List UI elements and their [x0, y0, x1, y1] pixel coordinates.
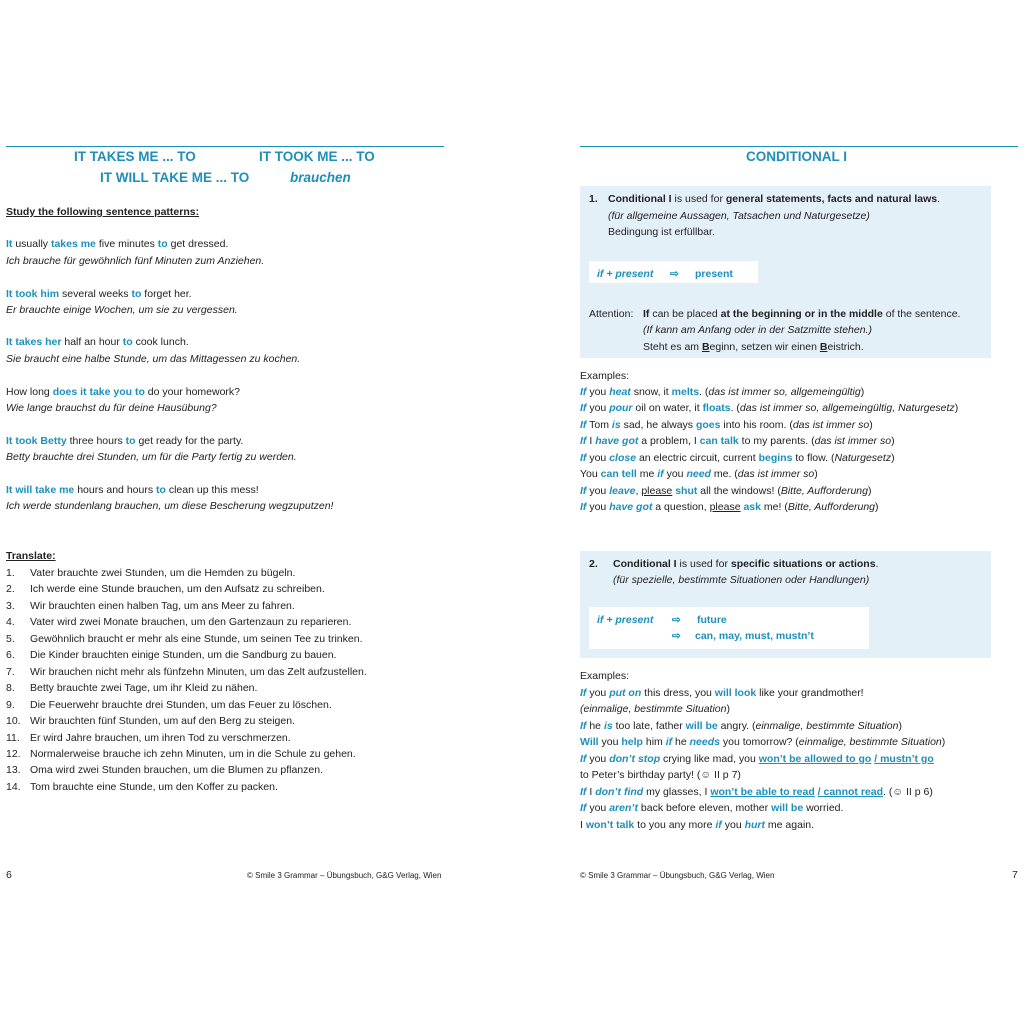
attention-text: If can be placed at the beginning or in the middle of the sentence.	[643, 308, 961, 320]
arrow-icon: ⇨	[672, 630, 681, 642]
formula-box-1	[589, 261, 758, 283]
example-sentence: You can tell me if you need me. (das ist immer so)	[580, 468, 818, 481]
translate-item-number: 11.	[6, 731, 20, 744]
translate-item-number: 9.	[6, 698, 15, 711]
translate-item-text: Oma wird zwei Stunden brauchen, um die Blumen zu pflanzen.	[30, 764, 323, 777]
example-sentence: If you put on this dress, you will look like your grandmother!	[580, 687, 864, 699]
pattern-3-de: Sie braucht eine halbe Stunde, um das Mittagessen zu kochen.	[6, 353, 301, 365]
pattern-2-en: It took him several weeks to forget her.	[6, 288, 192, 300]
translate-item-text: Betty brauchte zwei Tage, um ihr Kleid zu nähen.	[30, 682, 258, 695]
formula-if-present: if + present	[597, 268, 654, 280]
example-sentence: If you aren’t back before eleven, mother will be worried.	[580, 802, 844, 815]
footer-copyright: © Smile 3 Grammar – Übungsbuch, G&G Verlag, Wien	[580, 871, 775, 880]
formula-result-present: present	[695, 268, 733, 280]
translate-item-text: Gewöhnlich braucht er mehr als eine Stunde, um seinen Tee zu trinken.	[30, 632, 363, 645]
arrow-icon: ⇨	[670, 268, 679, 280]
examples-label-1: Examples:	[580, 370, 630, 382]
pattern-5-de: Betty brauchte drei Stunden, um für die Party fertig zu werden.	[6, 451, 297, 463]
translate-item-text: Die Kinder brauchten einige Stunden, um die Sandburg zu bauen.	[30, 649, 337, 662]
attention-comma-rule: Steht es am Beginn, setzen wir einen Beistrich.	[643, 341, 864, 353]
footer-copyright: © Smile 3 Grammar – Übungsbuch, G&G Verlag, Wien	[247, 871, 442, 880]
example-sentence: If you have got a question, please ask me! (Bitte, Aufforderung)	[580, 501, 879, 514]
pattern-6-de: Ich werde stundenlang brauchen, um diese Bescherung wegzuputzen!	[6, 500, 334, 512]
translate-item-text: Wir brauchten fünf Stunden, um auf den Berg zu steigen.	[30, 715, 295, 728]
formula-if-present: if + present	[597, 614, 654, 626]
translate-item-number: 3.	[6, 599, 15, 612]
translate-item-text: Vater wird zwei Monate brauchen, um den Gartenzaun zu reparieren.	[30, 616, 352, 629]
translate-item-number: 12.	[6, 747, 21, 760]
translate-item-text: Normalerweise brauche ich zehn Minuten, um in die Schule zu gehen.	[30, 747, 356, 760]
example-sentence: I won’t talk to you any more if you hurt me again.	[580, 818, 815, 831]
pattern-5-en: It took Betty three hours to get ready for the party.	[6, 435, 244, 447]
attention-label: Attention:	[589, 308, 634, 320]
translate-item-number: 13.	[6, 764, 21, 777]
heading-it-will-take-me: IT WILL TAKE ME ... TO	[100, 170, 250, 185]
examples-label-2: Examples:	[580, 670, 630, 682]
example-sentence: If you don’t stop crying like mad, you won’t be allowed to go / mustn’t go	[580, 752, 934, 765]
translate-item-number: 5.	[6, 632, 15, 645]
header-rule	[6, 146, 444, 147]
example-sentence: If you pour oil on water, it floats. (das ist immer so, allgemeingültig, Naturgesetz)	[580, 402, 959, 415]
heading-conditional-1: CONDITIONAL I	[746, 149, 847, 164]
translate-item-text: Die Feuerwehr brauchte drei Stunden, um das Feuer zu löschen.	[30, 698, 332, 711]
example-sentence: Will you help him if he needs you tomorrow? (einmalige, bestimmte Situation)	[580, 736, 946, 749]
example-sentence: If you close an electric circuit, current begins to flow. (Naturgesetz)	[580, 451, 895, 464]
rule-2-text: Conditional I is used for specific situations or actions.	[613, 558, 879, 570]
translate-item-number: 6.	[6, 649, 15, 662]
left-page	[6, 0, 444, 1024]
arrow-icon: ⇨	[672, 614, 681, 626]
heading-it-takes-me: IT TAKES ME ... TO	[74, 149, 196, 164]
translate-item-text: Tom brauchte eine Stunde, um den Koffer zu packen.	[30, 780, 278, 793]
example-sentence: If I have got a problem, I can talk to my parents. (das ist immer so)	[580, 435, 895, 448]
study-label: Study the following sentence patterns:	[6, 206, 200, 218]
rule-1-number: 1.	[589, 193, 598, 205]
header-rule	[580, 146, 1018, 147]
formula-result-future: future	[697, 614, 727, 626]
translate-item-text: Er wird Jahre brauchen, um ihren Tod zu verschmerzen.	[30, 731, 291, 744]
pattern-2-de: Er brauchte einige Wochen, um sie zu vergessen.	[6, 304, 238, 316]
example-sentence: If he is too late, father will be angry. (einmalige, bestimmte Situation)	[580, 719, 902, 732]
example-sentence: (einmalige, bestimmte Situation)	[580, 703, 730, 716]
formula-result-modals: can, may, must, mustn’t	[695, 630, 814, 642]
rule-box-1	[580, 186, 991, 358]
rule-1-condition: Bedingung ist erfüllbar.	[608, 226, 715, 238]
pattern-4-de: Wie lange brauchst du für deine Hausübung?	[6, 402, 217, 414]
example-sentence: If you leave, please shut all the windows! (Bitte, Aufforderung)	[580, 484, 872, 497]
translate-item-number: 7.	[6, 665, 15, 678]
pattern-1-en: It usually takes me five minutes to get dressed.	[6, 238, 229, 250]
translate-item-number: 1.	[6, 567, 15, 579]
page-number: 6	[6, 869, 12, 881]
translate-item-number: 8.	[6, 682, 15, 695]
translate-item-text: Wir brauchten einen halben Tag, um ans Meer zu fahren.	[30, 599, 295, 612]
rule-2-number: 2.	[589, 558, 598, 570]
translate-item-text: Ich werde eine Stunde brauchen, um den Aufsatz zu schreiben.	[30, 583, 325, 596]
translate-item-text: Vater brauchte zwei Stunden, um die Hemden zu bügeln.	[30, 567, 296, 579]
right-page	[580, 0, 1018, 1024]
formula-box-2	[589, 607, 869, 649]
attention-german: (If kann am Anfang oder in der Satzmitte stehen.)	[643, 324, 872, 336]
translate-item-number: 4.	[6, 616, 15, 629]
translate-label: Translate:	[6, 550, 56, 562]
pattern-1-de: Ich brauche für gewöhnlich fünf Minuten zum Anziehen.	[6, 255, 265, 267]
example-sentence: If I don’t find my glasses, I won’t be able to read / cannot read. (☺ II p 6)	[580, 785, 933, 798]
rule-1-german: (für allgemeine Aussagen, Tatsachen und Naturgesetze)	[608, 210, 870, 222]
example-sentence: If you heat snow, it melts. (das ist immer so, allgemeingültig)	[580, 386, 865, 398]
rule-box-2	[580, 551, 991, 658]
translate-item-number: 14.	[6, 780, 21, 793]
page-number: 7	[1012, 869, 1018, 881]
heading-it-took-me: IT TOOK ME ... TO	[259, 149, 375, 164]
pattern-4-en: How long does it take you to do your homework?	[6, 386, 241, 398]
example-sentence: If Tom is sad, he always goes into his room. (das ist immer so)	[580, 418, 873, 431]
rule-1-text: Conditional I is used for general statements, facts and natural laws.	[608, 193, 941, 205]
translate-item-number: 10.	[6, 715, 21, 728]
pattern-6-en: It will take me hours and hours to clean up this mess!	[6, 484, 259, 496]
rule-2-german: (für spezielle, bestimmte Situationen oder Handlungen)	[613, 574, 870, 586]
translate-item-text: Wir brauchen nicht mehr als fünfzehn Minuten, um das Zelt aufzustellen.	[30, 665, 367, 678]
pattern-3-en: It takes her half an hour to cook lunch.	[6, 336, 189, 348]
example-sentence: to Peter’s birthday party! (☺ II p 7)	[580, 769, 741, 782]
translate-item-number: 2.	[6, 583, 15, 596]
heading-brauchen: brauchen	[290, 170, 351, 185]
